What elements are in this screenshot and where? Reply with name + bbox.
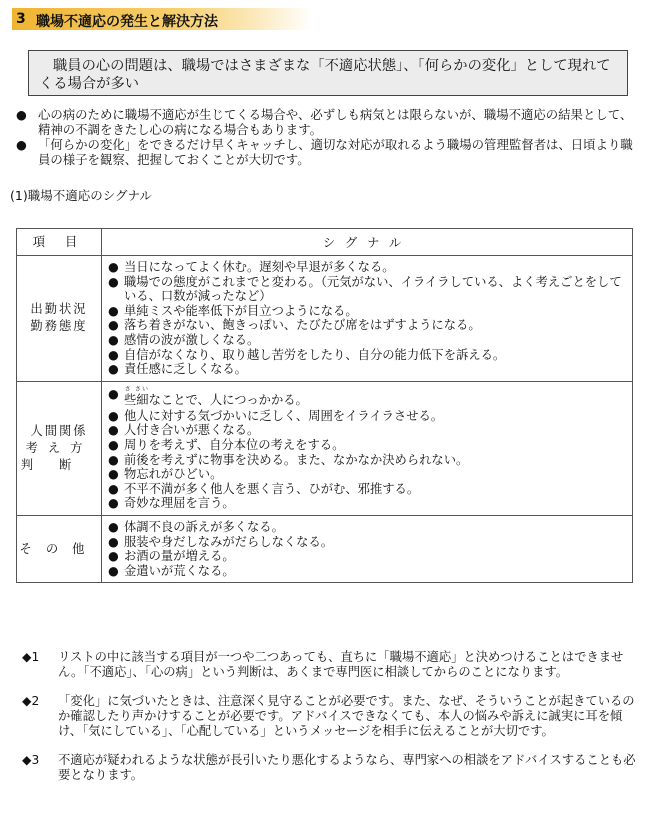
signal-text: 単純ミスや能率低下が目立つようになる。: [124, 303, 358, 318]
category-line: 人間関係: [30, 423, 88, 438]
signal-text: 責任感に乏しくなる。: [124, 362, 247, 377]
bullet-icon: ●: [108, 534, 119, 549]
signal-item: [108, 453, 626, 468]
bullet-icon: ●: [108, 347, 119, 362]
signal-text: 人付き合いが悪くなる。: [124, 423, 260, 438]
signal-text: 落ち着きがない、飽きっぽい、たびたび席をはずすようになる。: [124, 318, 481, 333]
signal-text: 自信がなくなり、取り越し苦労をしたり、自分の能力低下を訴える。: [124, 347, 506, 362]
bullet-icon: ●: [108, 437, 119, 452]
bullet-icon: ●: [108, 318, 119, 333]
signal-item: [108, 438, 626, 453]
intro-bullet-item: [16, 107, 642, 137]
signal-item: [108, 549, 626, 564]
category-line: その他: [19, 541, 99, 556]
category-line: 出勤状況: [30, 302, 88, 317]
signal-text: 感情の波が激しくなる。: [124, 332, 260, 347]
note-item: [22, 650, 637, 680]
bullet-icon: ●: [108, 423, 119, 438]
note-marker: ◆1: [22, 650, 40, 664]
signal-item: [108, 564, 626, 579]
category-line: 勤務態度: [30, 319, 88, 334]
table-row: [17, 515, 633, 582]
category-cell: [17, 256, 102, 382]
signal-text: 物忘れがひどい。: [124, 467, 223, 482]
signal-text: お酒の量が増える。: [124, 549, 235, 564]
bullet-icon: ●: [108, 260, 119, 274]
note-marker: ◆2: [22, 694, 40, 708]
table-header-row: [17, 229, 633, 256]
signal-cell: [102, 515, 633, 582]
bullet-icon: ●: [108, 386, 119, 401]
signal-item: [108, 409, 626, 424]
bullet-icon: ●: [108, 549, 119, 564]
signal-text: 他人に対する気づかいに乏しく、周囲をイライラさせる。: [124, 408, 444, 423]
signal-text: 当日になってよく休む。遅刻や早退が多くなる。: [124, 260, 395, 274]
col-header-item: 項 目: [17, 229, 102, 256]
category-cell: [17, 381, 102, 515]
table-row: [17, 381, 633, 515]
category-cell: [17, 515, 102, 582]
signal-item: [108, 275, 626, 304]
table-row: [17, 256, 633, 382]
note-marker: ◆3: [22, 753, 40, 767]
signal-text: 奇妙な理屈を言う。: [124, 496, 235, 511]
bullet-icon: ●: [108, 563, 119, 578]
note-text: リストの中に該当する項目が一つや二つあっても、直ちに「職場不適応」と決めつけることはできません。「不適応」、「心の病」という判断は、あくまで専門医に相談してからのことになります。: [58, 650, 624, 679]
intro-bullet-item: [16, 137, 642, 167]
signal-text: 不平不満が多く他人を悪く言う、ひがむ、邪推する。: [124, 481, 420, 496]
signal-item: [108, 535, 626, 550]
ruby-word: [124, 385, 149, 407]
signal-text: 体調不良の訴えが多くなる。: [124, 519, 284, 534]
signal-text: 金遣いが荒くなる。: [124, 563, 235, 578]
signal-text: 前後を考えずに物事を決める。また、なかなか決められない。: [124, 452, 469, 467]
bullet-icon: ●: [108, 303, 119, 318]
signal-item: [108, 260, 626, 275]
bullet-icon: ●: [108, 408, 119, 423]
bullet-icon: ●: [108, 496, 119, 511]
signal-item: [108, 496, 626, 511]
bullet-icon: ●: [108, 452, 119, 467]
signal-cell: [102, 256, 633, 382]
col-header-signal: シグナル: [102, 229, 633, 256]
intro-bullet-text: 心の病のために職場不適応が生じてくる場合や、必ずしも病気とは限らないが、職場不適応の結果として、精神の不調をきたし心の病になる場合もあります。: [38, 107, 633, 137]
bullet-icon: ●: [108, 274, 119, 289]
intro-bullet-list: [16, 107, 642, 167]
bullet-icon: ●: [108, 362, 119, 377]
subsection-title: (1)職場不適応のシグナル: [10, 188, 152, 203]
section-number: 3: [16, 11, 26, 27]
signal-text: [124, 386, 626, 409]
category-line: 考え方: [25, 440, 93, 455]
signal-text: 服装や身だしなみがだらしなくなる。: [124, 534, 334, 549]
signal-item: [108, 520, 626, 535]
intro-bullet-text: 「何らかの変化」をできるだけ早くキャッチし、適切な対応が取れるよう職場の管理監督者は、日頃より職員の様子を観察、把握しておくことが大切です。: [38, 137, 633, 167]
signal-item: [108, 482, 626, 497]
signal-item: [108, 333, 626, 348]
summary-box: [28, 50, 628, 96]
bullet-icon: ●: [108, 519, 119, 534]
bullet-icon: ●: [108, 481, 119, 496]
bullet-icon: ●: [16, 107, 27, 122]
note-text: 「変化」に気づいたときは、注意深く見守ることが必要です。また、なぜ、そういうことが起きているのか確認したり声かけすることが必要です。アドバイスできなくても、本人の悩みや訴えに誠実に耳を傾け、「気にしている」、「心配している」というメッセージを相手に伝えることが大切です。: [58, 694, 635, 738]
signal-text: 周りを考えず、自分本位の考えをする。: [124, 437, 345, 452]
signal-item: [108, 362, 626, 377]
bullet-icon: ●: [108, 467, 119, 482]
signals-table: [16, 228, 633, 583]
signal-item: [108, 304, 626, 319]
note-list: [22, 650, 637, 783]
category-line: 判断: [20, 457, 98, 472]
ruby-base: 些細: [124, 392, 149, 407]
bullet-icon: ●: [108, 332, 119, 347]
signal-item: [108, 423, 626, 438]
note-text: 不適応が疑われるような状態が長引いたり悪化するようなら、専門家への相談をアドバイスすることも必要となります。: [58, 753, 636, 782]
note-item: [22, 753, 637, 783]
ruby-reading: さ さい: [124, 385, 149, 393]
signal-text: 職場での態度がこれまでと変わる。（元気がない、イライラしている、よく考えごとをしている、口数が減ったなど）: [124, 274, 622, 304]
signal-text-rest: なことで、人につっかかる。: [148, 392, 308, 407]
signal-item: [108, 467, 626, 482]
summary-text: 職員の心の問題は、職場ではさまざまな「不適応状態」、「何らかの変化」として現れてくる場合が多い: [39, 58, 611, 92]
signal-item: [108, 386, 626, 409]
signal-item: [108, 348, 626, 363]
signal-item: [108, 318, 626, 333]
bullet-icon: ●: [16, 137, 27, 152]
note-item: [22, 694, 637, 739]
section-title-heading: 職場不適応の発生と解決方法: [36, 14, 218, 30]
signal-cell: [102, 381, 633, 515]
